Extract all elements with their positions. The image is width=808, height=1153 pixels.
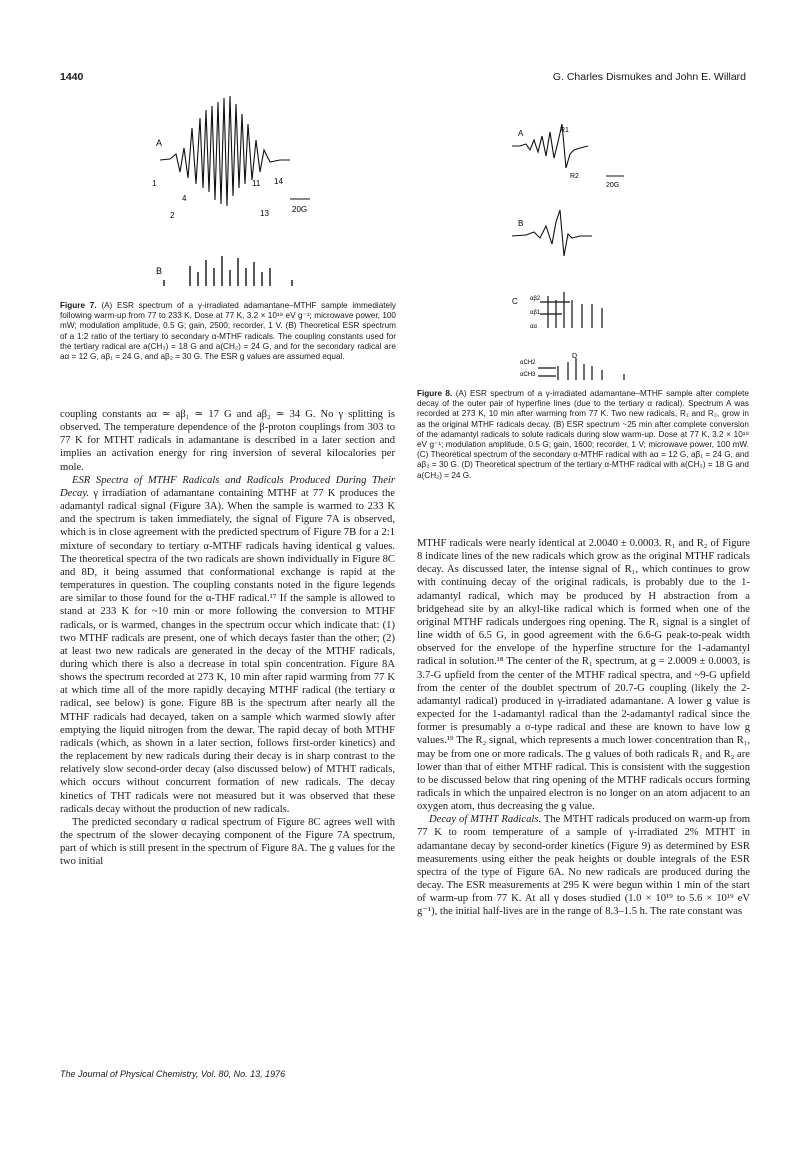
left-paragraph-2: The predicted secondary α radical spectrum of Figure 8C agrees well with the spectrum of the slower decaying component of the Figure 7A spectrum, part of which is still present in the spectrum of Figure 8A. The g values for the two initial [60, 816, 395, 868]
figure-8-label-d: D [572, 353, 578, 360]
right-text-column [417, 537, 750, 919]
left-paragraph-1 [60, 474, 395, 816]
figure-8-label-ab2: αβ2 [530, 296, 541, 302]
section-heading-esr-spectra: ESR Spectra of MTHF Radicals and Radicals Produced During Their Decay. [60, 474, 395, 499]
figure-7-label-b: B [156, 266, 163, 276]
figure-8c-stick-spectrum [540, 292, 602, 328]
right-paragraph-1-text: The MTHT radicals produced on warm-up from 77 K to room temperature of a sample of γ-irradiated 2% MTHT in adamantane decay by second-order kinetics (Figure 9) as determined by ESR measurements using either the peak heights or double integrals of the ESR spectra of the type of Figure 6A. No new radicals are produced during the decay. The ESR measurements at 295 K were begun within 1 min of the start of warm-up from 77 K. At all γ doses studied (1.0 × 10¹⁹ to 5.6 × 10¹⁹ eV g⁻¹), the initial half-lives are in the range of 8.3–1.5 h. The rate constant was [417, 814, 750, 918]
figure-8-label-r1: R1 [560, 127, 569, 134]
figure-8-label-aa: αα [530, 324, 537, 330]
figure-7-line-2: 2 [170, 211, 175, 220]
figure-8-label-r2: R2 [570, 173, 579, 180]
figure-8-caption-text: (A) ESR spectrum of a γ-irradiated adamantane–MTHF sample after complete decay of the outer pair of hyperfine lines (due to the tertiary α radical). Spectrum A was recorded at 273 K, 10 min after warming from 77 K. Two new radicals, R₁ and R₂, grow in as the original MTHF radicals decay. (B) ESR spectrum ~25 min after complete conversion of the adamantyl radicals to solute radicals during slow warm-up. Dose at 77 K, 3.2 × 10¹⁹ eV g⁻¹; modulation amplitude, 0.5 G; gain, 1600; recorder, 1 V; microwave power, 100 mW. (C) Theoretical spectrum of the secondary α-MTHF radical with aα = 12 G, aβ₁ = 24 G, and aβ₂ = 30 G. (D) Theoretical spectrum of the tertiary α-MTHF radical with a(CH₃) = 18 G and a(CH₂) = 24 G. [417, 389, 749, 480]
figure-7-line-14: 14 [274, 177, 283, 186]
figure-7-caption-text: (A) ESR spectrum of a γ-irradiated adamantane–MTHF sample immediately following warm-up from 77 to 233 K. Dose at 77 K, 3.2 × 10¹⁹ eV g⁻¹; microwave power, 100 mW; modulation amplitude, 0.5 G; gain, 2500; recorder, 1 V. (B) Theoretical ESR spectrum of a 1:2 ratio of the tertiary to secondary α-MTHF radicals. The coupling constants used for the tertiary radical are a(CH₃) = 18 G and a(CH₂) = 24 G, and for the secondary radical are aα = 12 G, aβ₁ = 24 G, and aβ₂ = 30 G. The ESR g values are assumed equal. [60, 301, 396, 362]
figure-7-line-1: 1 [152, 179, 157, 188]
figure-7-caption [60, 301, 396, 362]
figure-8-label-c: C [512, 297, 518, 306]
figure-7-line-11: 11 [252, 179, 261, 188]
running-header-authors: G. Charles Dismukes and John E. Willard [552, 71, 746, 83]
figure-8-label-ach3: αCH3 [520, 372, 536, 378]
figure-7-line-4: 4 [182, 194, 187, 203]
figure-7-spectra [140, 88, 410, 288]
figure-8-label-ab1: αβ1 [530, 310, 541, 316]
figure-8-caption-lead: Figure 8. [417, 389, 453, 398]
right-paragraph-0: MTHF radicals were nearly identical at 2.0040 ± 0.0003. R₁ and R₂ of Figure 8 indicate lines of the new radicals which grow as the original MTHF radicals decay. As discussed later, the intense signal of R₁, which continues to grow with continuing decay of the original radicals, is probably due to the 1-adamantyl radical, which may be produced by H abstraction from a bridgehead site by an alkyl-like radical which is formed when one of the original MTHF radicals undergoes ring opening. The R₁ signal is a singlet of line width of 6.5 G, in good agreement with the 6.6-G peak-to-peak width observed for the envelope of the hyperfine structure for the 1-adamantyl radical in solution.¹⁸ The center of the R₁ spectrum, at g = 2.0009 ± 0.0003, is 3.7-G upfield from the center of the MTHF radical spectra, and ~9-G upfield from the center of the doublet spectrum of 20.7-G coupling (likely the 2-adamantyl radical) produced in γ-irradiated adamantane. A lower g value is expected for the 1-adamantyl radical than the 2-adamantyl radical since the former is presumably a σ-type radical and these are known to have low g values.¹⁹ The R₂ signal, which represents a much lower concentration than R₁, may be from one or more radicals. The g values of both radicals R₁ and R₂ are lower than that of either MTHF radical. This is consistent with the suggestion to be discussed below that ring opening of the MTHF radicals occurs forming radicals in which the unpaired electron is no longer on an atom adjacent to an oxygen atom, thus decreasing the g value. [417, 538, 750, 813]
figure-7-caption-lead: Figure 7. [60, 301, 97, 310]
figure-8d-stick-spectrum [538, 358, 624, 380]
figure-7b-stick-spectrum [164, 256, 292, 286]
figure-8-scale-label: 20G [606, 182, 620, 189]
left-paragraph-0: coupling constants aα ≃ aβ₁ ≃ 17 G and aβ₂ ≃ 34 G. No γ splitting is observed. The temperature dependence of the β-proton couplings from 303 to 77 K for MTHT radicals in adamantane is described in a later section and implies an activation energy for ring inversion of several kilocalories per mole. [60, 409, 395, 473]
figure-7-line-13: 13 [260, 209, 269, 218]
figure-8b-spectrum-trace [512, 210, 592, 256]
section-heading-decay-mtht: Decay of MTHT Radicals. [429, 814, 542, 826]
journal-footer: The Journal of Physical Chemistry, Vol. 80, No. 13, 1976 [60, 1069, 286, 1079]
figure-8-caption [417, 389, 749, 481]
figure-7a-spectrum-trace [160, 96, 290, 206]
figure-8-label-a: A [518, 129, 524, 138]
left-text-column [60, 408, 395, 868]
page-number: 1440 [60, 71, 84, 83]
figure-8a-spectrum-trace [512, 124, 588, 168]
left-paragraph-1-text: γ irradiation of adamantane containing MTHF at 77 K produces the adamantyl radical signal (Figure 3A). When the sample is warmed to 233 K and the spectrum is taken immediately, the signal of Figure 7A is observed, which is in close agreement with the predicted spectrum of Figure 7B for a 2:1 mixture of secondary to tertiary α-MTHF radicals having identical g values. The theoretical spectra of the two radicals are shown individually in Figure 8C and 8D, it being assumed that conformational exchange is rapid at the temperatures in question. The coupling constants noted in the figure legends are similar to those found for the α-THF radical.¹⁷ If the sample is allowed to stand at 233 K for ~10 min or more following the conversion to MTHF radicals, or is warmed, changes in the spectrum occur which indicate that: (1) two MTHF radicals are present, one of which decays faster than the other; (2) at least two new radicals are generated in the decay of the MTHF radicals, during which there is also a decrease in total spin concentration. Figure 8A shows the spectrum recorded at 273 K, 10 min after rapid warming from 77 K at which time all of the more rapidly decaying MTHF radical (the tertiary α radical, see below) is gone. Figure 8B is the spectrum after nearly all the MTHF radicals had decayed, taken on a sample which warmed slowly after emptying the liquid nitrogen from the dewar. The rapid decay of both MTHF radicals (which, as shown in a later section, follows first-order kinetics) and the replacement by new radicals during their decay is in sharp contrast to the relatively slow second-order decay (also discussed below) of MTHT radicals, which occurs without concurrent formation of new radicals. The decay kinetics of THT radicals were not measured but it was observed that these radicals decay without the production of new radicals. [60, 487, 395, 815]
figure-7-scale-label: 20G [292, 205, 308, 214]
figure-8-spectra [500, 118, 660, 390]
figure-7-label-a: A [156, 138, 163, 148]
figure-8-label-b: B [518, 219, 524, 228]
right-paragraph-1 [417, 813, 750, 918]
figure-8-label-ach2: αCH2 [520, 360, 536, 366]
